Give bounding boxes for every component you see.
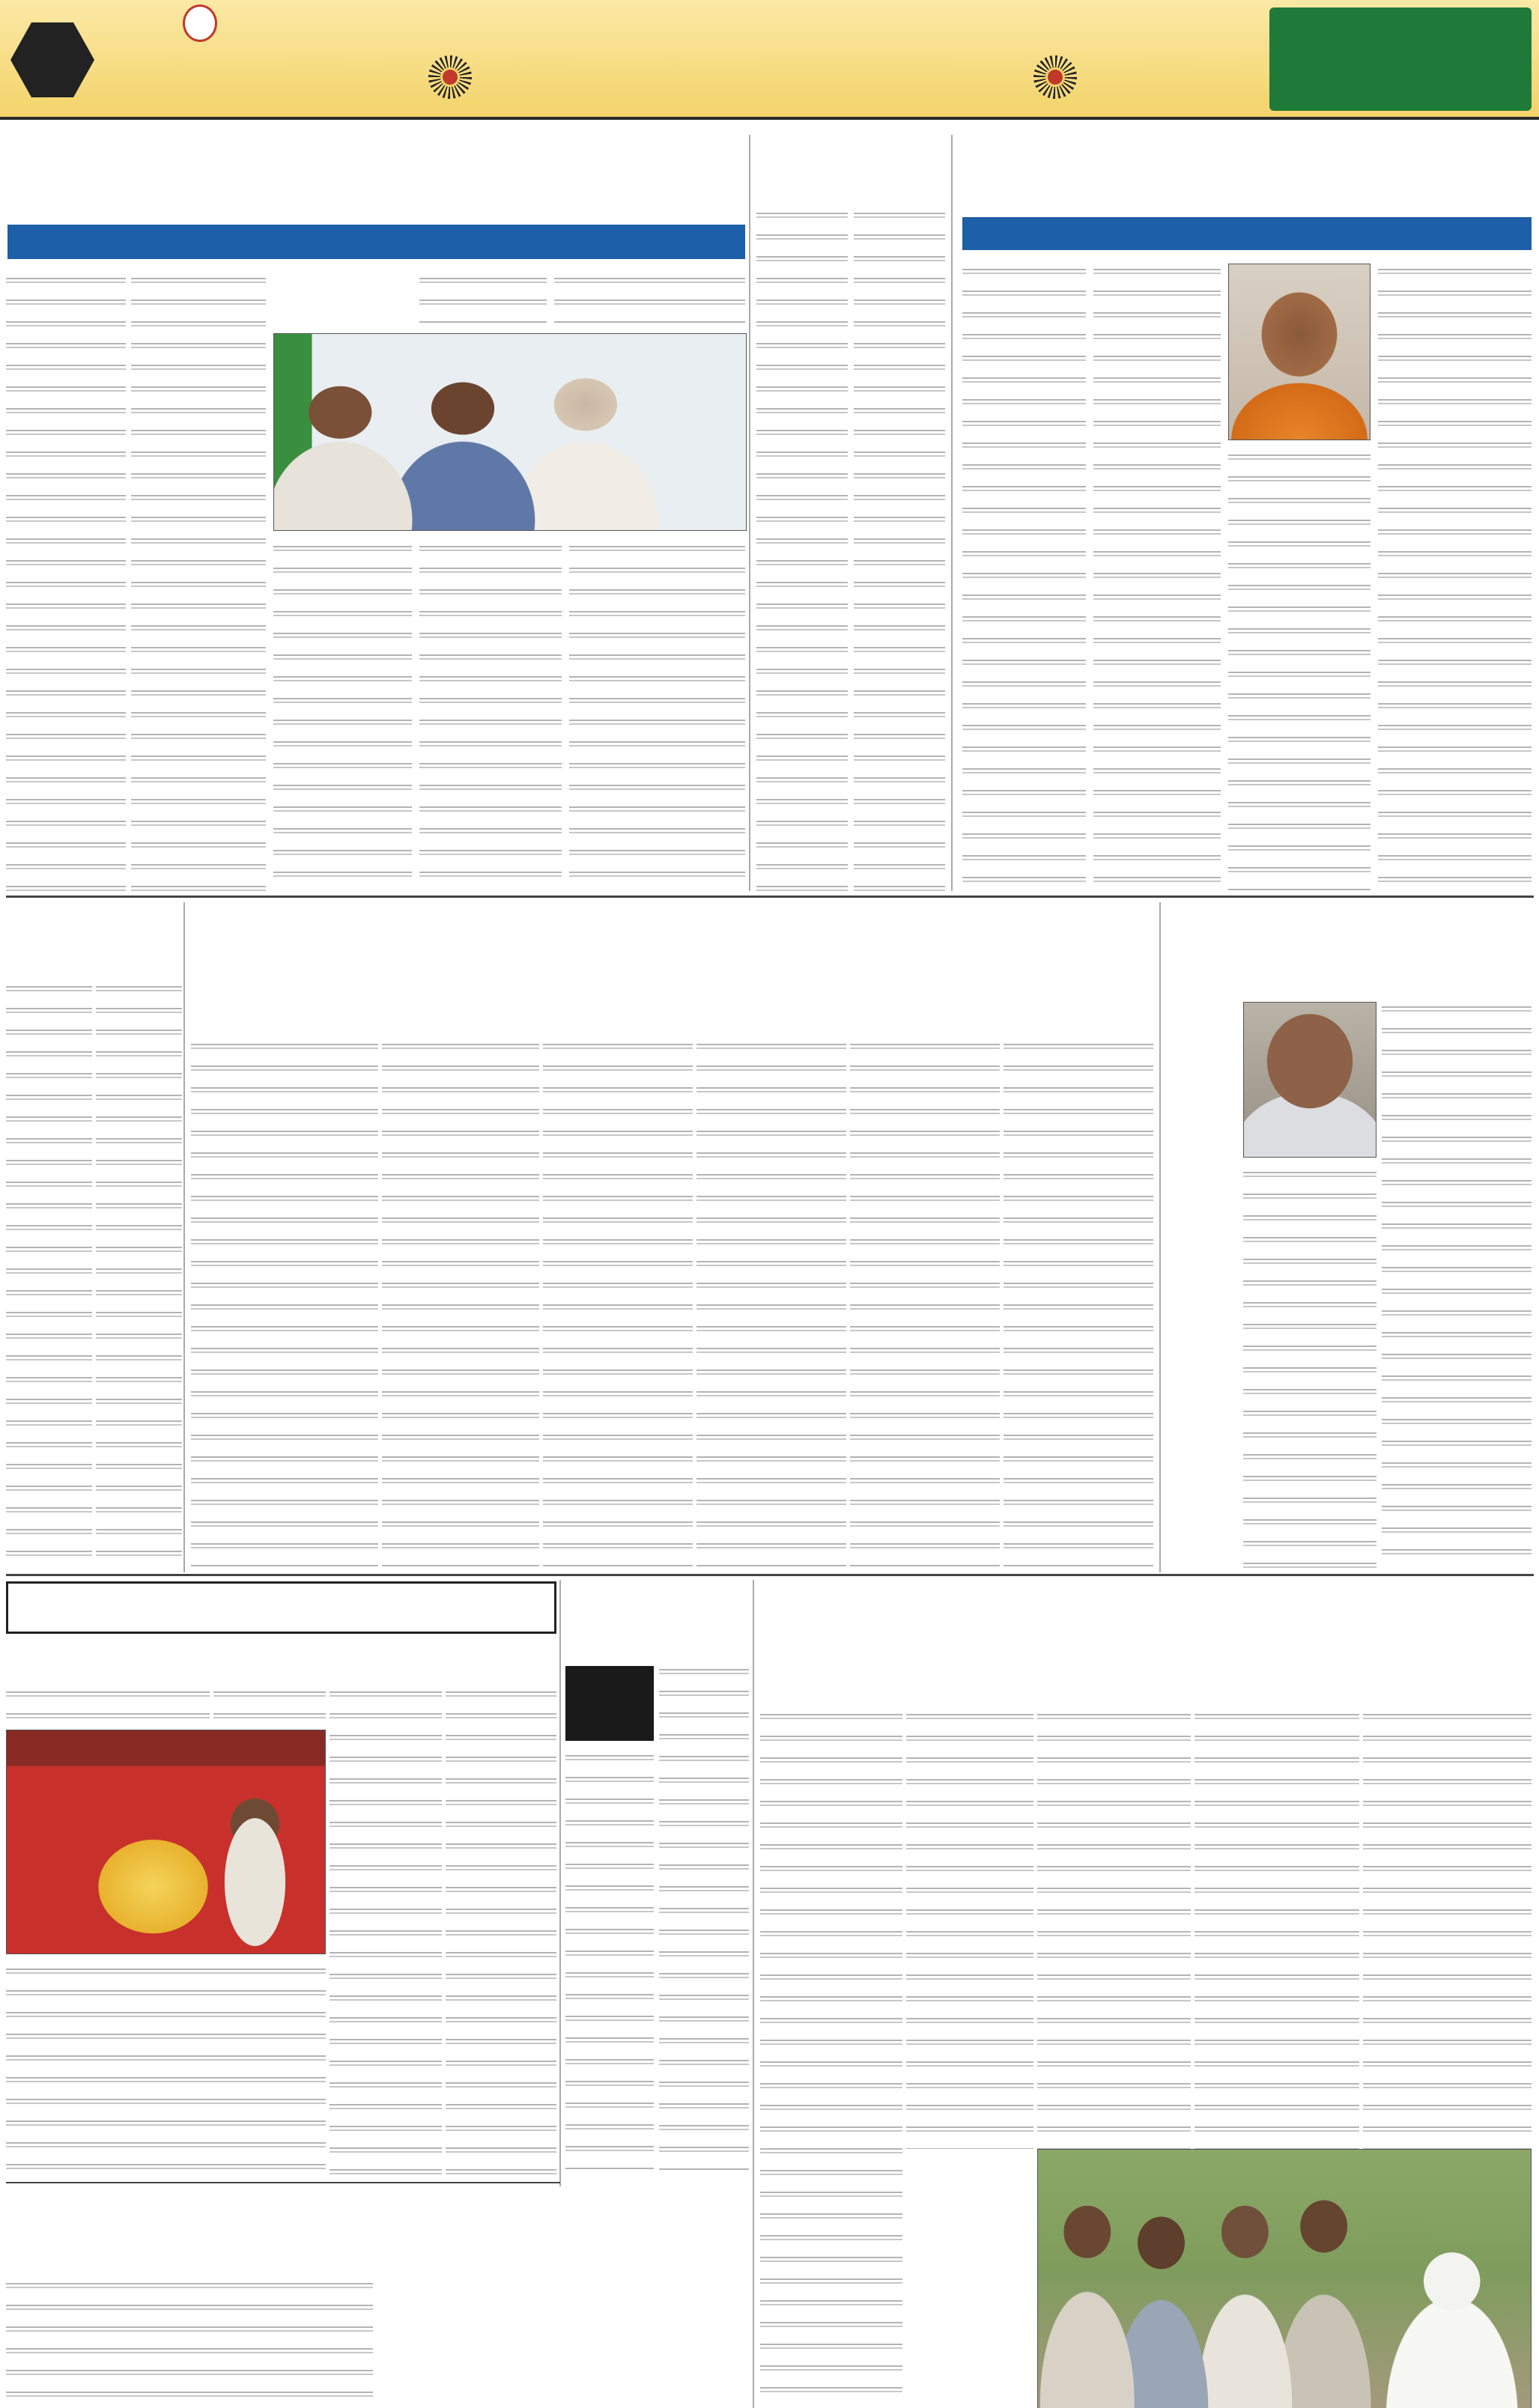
- hematology-subhead: [11, 225, 741, 259]
- police-forensic-body-col-1: [1382, 1000, 1532, 1569]
- farmers-body-col-2: [1195, 1707, 1359, 2149]
- tribute-banner-text: [30, 1743, 300, 1796]
- sit-headline-2: [565, 1622, 749, 1653]
- hematology-body-col-2: [419, 539, 562, 891]
- section-rule: [6, 1574, 1534, 1576]
- sit-body-col-1: [659, 1662, 749, 2171]
- covid-body-col-5: [382, 1037, 539, 1569]
- sit-box-line-2: [567, 1706, 652, 1736]
- column-rule: [749, 135, 750, 891]
- tribute-body-col-2: [330, 1685, 442, 2179]
- covid-body-col-6: [191, 1037, 378, 1569]
- tribute-body-col-4: [6, 1685, 210, 1724]
- farmers-meeting-photo: [1037, 2149, 1532, 2408]
- police-forensic-body-col-2: [1243, 1165, 1376, 1569]
- deled-headline-2: [760, 171, 944, 201]
- hematology-side-note: [277, 304, 412, 325]
- farmers-headline: [760, 1591, 1532, 1645]
- section-rule: [6, 896, 1534, 898]
- covid-precaution-subhead: [191, 987, 1153, 1024]
- sit-body-col-2: [565, 1748, 654, 2171]
- karbala-headline-1: [1348, 1864, 1532, 1894]
- police-forensic-headline-2: [1165, 951, 1532, 988]
- exhibition-headline-2: [6, 940, 180, 970]
- dateline: [97, 84, 322, 109]
- hematology-body-col-3: [273, 539, 412, 891]
- farmers-body-col-5: [760, 1707, 902, 2408]
- exhibition-headline-1: [6, 907, 180, 937]
- hematology-body-col-4: [131, 271, 266, 891]
- corona-body-col-4: [962, 262, 1086, 891]
- covid-body-col-4: [543, 1037, 693, 1569]
- sunburst-ornament-right-core: [1045, 67, 1065, 87]
- press-conference-photo: [273, 333, 747, 531]
- column-rule: [1159, 902, 1161, 1572]
- tribute-headline: [9, 1584, 553, 1632]
- covid-precaution-headline: [191, 913, 1153, 975]
- hematology-headline: [7, 150, 745, 210]
- page-number: [10, 28, 94, 91]
- tribute-subhead: [6, 1640, 556, 1674]
- column-rule: [183, 902, 185, 1572]
- column-rule: [559, 1580, 561, 2186]
- minorities-headline-1: [6, 2188, 373, 2227]
- section-title-en: [524, 25, 1004, 73]
- tribute-body-col-1: [446, 1685, 556, 2179]
- tribute-body-col-5: [6, 1962, 326, 2179]
- sit-headline-1: [565, 1587, 749, 1619]
- farmers-subhead: [760, 1658, 1532, 1694]
- column-rule: [951, 135, 953, 891]
- edition-badge: [183, 4, 217, 42]
- exhibition-body-col-1: [96, 979, 182, 1569]
- exhibition-body-col-2: [6, 979, 92, 1569]
- brand-logo: [97, 37, 322, 82]
- hematology-body-top-1: [554, 271, 745, 325]
- covid-body-col-2: [850, 1037, 1000, 1569]
- covid-body-col-3: [696, 1037, 846, 1569]
- hematology-body-col-5: [6, 271, 126, 891]
- minorities-body: [6, 2276, 373, 2404]
- covid-body-col-1: [1004, 1037, 1153, 1569]
- avneesh-awasthi-portrait: [1243, 1002, 1376, 1158]
- farmers-body-col-4: [906, 1707, 1033, 2149]
- corona-body-col-2: [1228, 448, 1370, 891]
- deled-headline-1: [760, 139, 944, 168]
- corona-subhead: [966, 217, 1528, 250]
- tribute-body-col-3: [213, 1685, 326, 1724]
- hematology-body-col-1: [569, 539, 745, 891]
- farmers-body-col-1: [1363, 1707, 1532, 2156]
- corona-body-col-3: [1093, 262, 1221, 891]
- corona-headline: [962, 153, 1532, 198]
- sit-box-line-1: [567, 1673, 652, 1703]
- deled-body-col-1: [854, 206, 945, 891]
- website-url: [524, 78, 1004, 105]
- corona-body-col-1: [1378, 262, 1532, 891]
- minorities-headline-2: [6, 2230, 373, 2269]
- hematology-body-top-2: [419, 271, 547, 325]
- farmers-body-col-3: [1037, 1707, 1191, 2149]
- yogi-portrait: [1228, 264, 1370, 440]
- section-rule: [6, 2182, 560, 2183]
- section-title-ur: [1269, 7, 1532, 111]
- sunburst-ornament-left-core: [440, 67, 460, 87]
- column-rule: [753, 1580, 754, 2408]
- deled-body-col-2: [756, 206, 848, 891]
- police-forensic-headline-1: [1165, 907, 1532, 946]
- masthead: [0, 0, 1539, 120]
